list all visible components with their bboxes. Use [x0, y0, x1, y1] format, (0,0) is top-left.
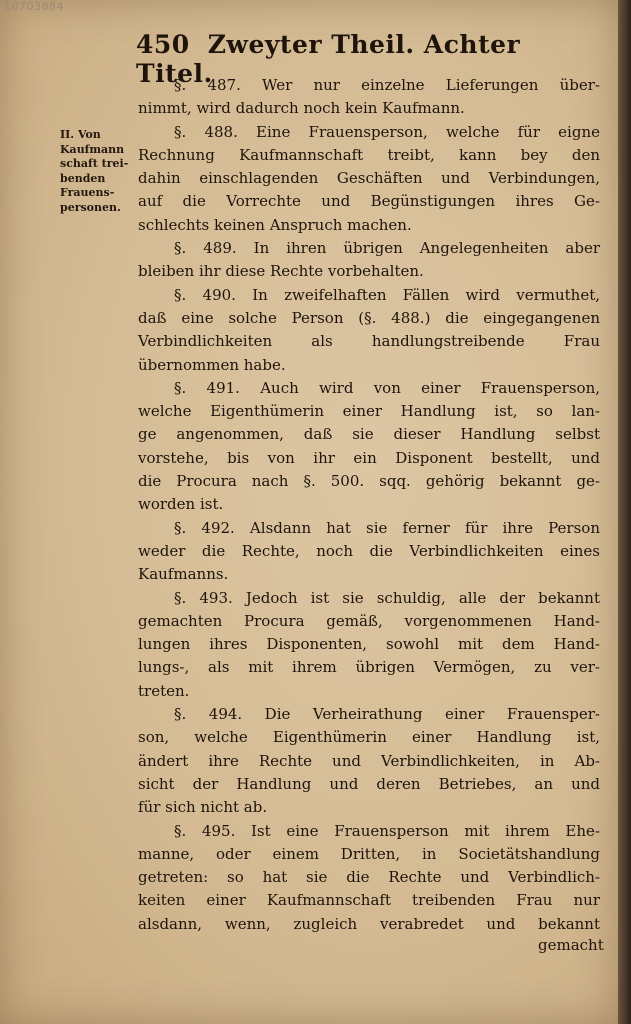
text-line: §. 495. Ist eine Frauensperson mit ihrem Ehe-: [174, 821, 600, 840]
text-line: weder die Rechte, noch die Verbindlichkeiten eines: [138, 541, 600, 560]
text-line: lungs-, als mit ihrem übrigen Vermögen, zu ver-: [138, 658, 600, 677]
text-line: ge angenommen, daß sie dieser Handlung selbst: [138, 425, 600, 444]
text-line: manne, oder einem Dritten, in Societätshandlung: [138, 844, 600, 863]
text-line: auf die Vorrechte und Begünstigungen ihres Ge-: [138, 192, 600, 211]
text-line: §. 491. Auch wird von einer Frauensperson,: [174, 378, 600, 397]
text-line: alsdann, wenn, zugleich verabredet und bekannt: [138, 914, 600, 933]
text-line: §. 489. In ihren übrigen Angelegenheiten aber: [174, 239, 600, 258]
text-line: §. 494. Die Verheirathung einer Frauensper-: [174, 705, 600, 724]
running-title: Zweyter Theil. Achter Titel.: [136, 30, 521, 88]
text-line: nimmt, wird dadurch noch kein Kaufmann.: [138, 99, 465, 118]
text-line: ändert ihre Rechte und Verbindlichkeiten, in Ab-: [138, 751, 600, 770]
text-line: treten.: [138, 681, 190, 700]
margin-note-line: schaft trei-: [60, 157, 129, 170]
text-line: Verbindlichkeiten als handlungstreibende Frau: [138, 332, 600, 351]
text-line: die Procura nach §. 500. sqq. gehörig bekannt ge-: [138, 472, 600, 491]
margin-note-line: personen.: [60, 200, 121, 214]
text-line: §. 487. Wer nur einzelne Lieferungen über-: [174, 76, 600, 94]
text-line: lungen ihres Disponenten, sowohl mit dem Hand-: [138, 635, 600, 654]
text-line: getreten: so hat sie die Rechte und Verbindlich-: [138, 868, 600, 887]
text-line: vorstehe, bis von ihr ein Disponent bestellt, und: [138, 448, 600, 467]
body-text: [138, 74, 600, 936]
text-line: Rechnung Kaufmannschaft treibt, kann bey den: [138, 145, 600, 164]
text-line: keiten einer Kaufmannschaft treibenden Frau nur: [138, 891, 600, 910]
text-line: übernommen habe.: [138, 355, 286, 374]
text-line: Kaufmanns.: [138, 565, 229, 584]
text-line: worden ist.: [138, 495, 224, 514]
text-line: §. 492. Alsdann hat sie ferner für ihre Person: [174, 518, 600, 537]
text-line: schlechts keinen Anspruch machen.: [138, 215, 412, 234]
text-line: §. 493. Jedoch ist sie schuldig, alle der bekannt: [174, 588, 600, 607]
text-line: sicht der Handlung und deren Betriebes, an und: [138, 774, 600, 793]
shelfmark: 10703884: [4, 0, 64, 13]
text-line: §. 490. In zweifelhaften Fällen wird vermuthet,: [174, 285, 600, 304]
margin-note-line: Frauens-: [60, 186, 115, 199]
text-line: für sich nicht ab.: [138, 798, 268, 817]
page-number: 450: [136, 30, 190, 59]
margin-note-line: Kaufmann: [60, 142, 125, 156]
text-line: bleiben ihr diese Rechte vorbehalten.: [138, 262, 424, 281]
text-line: §. 488. Eine Frauensperson, welche für eigne: [174, 122, 600, 141]
catchword: gemacht: [538, 936, 604, 954]
margin-note-line: II. Von: [60, 128, 101, 141]
book-edge: [618, 0, 631, 1024]
text-line: welche Eigenthümerin einer Handlung ist, so lan-: [138, 402, 600, 421]
text-line: son, welche Eigenthümerin einer Handlung ist,: [138, 728, 600, 747]
text-line: daß eine solche Person (§. 488.) die eingegangenen: [138, 308, 600, 327]
text-line: gemachten Procura gemäß, vorgenommenen Hand-: [138, 611, 600, 630]
text-line: dahin einschlagenden Geschäften und Verbindungen,: [138, 169, 600, 188]
margin-note-line: benden: [60, 171, 106, 185]
margin-note: [60, 128, 140, 215]
